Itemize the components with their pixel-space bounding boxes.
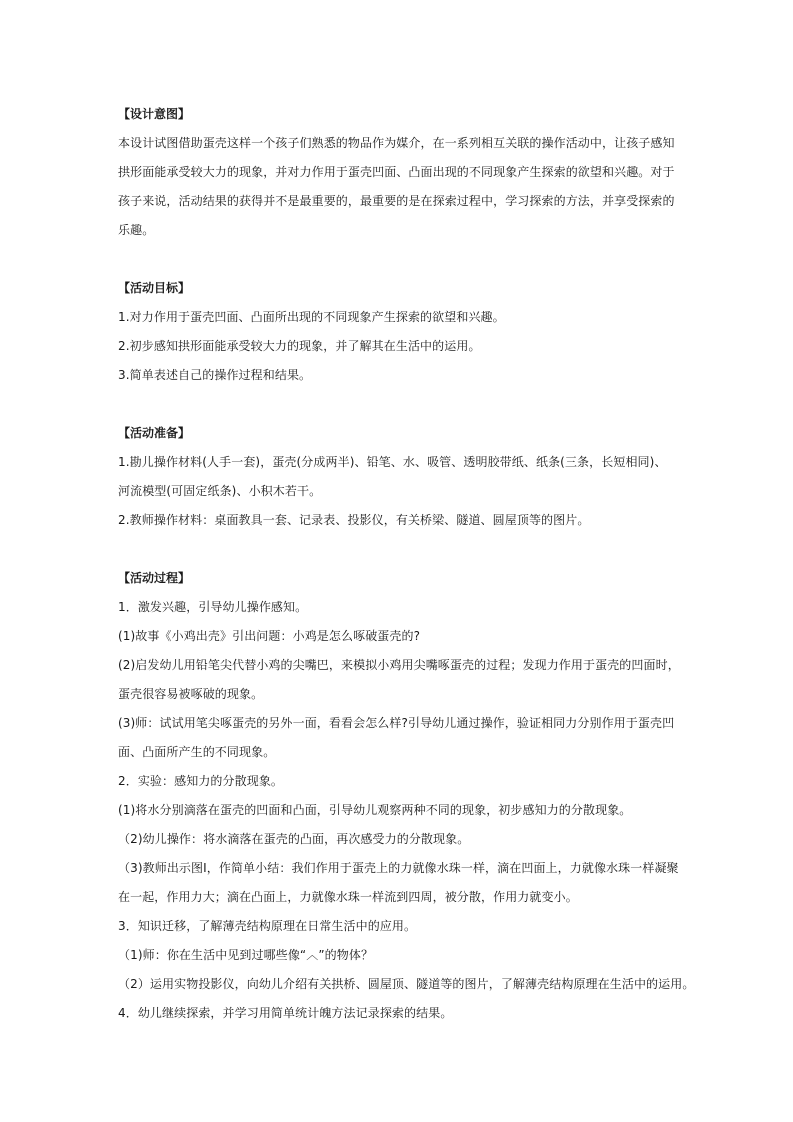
list-item: 1.勘儿操作材料(人手一套)，蛋壳(分成两半)、铅笔、水、吸管、透明胶带纸、纸条(三条，长短相同)、 — [118, 455, 667, 469]
list-item: (3)师：试试用笔尖啄蛋壳的另外一面，看看会怎么样?引导幼儿通过操作，验证相同力分别作用于蛋壳凹 — [118, 716, 675, 730]
section-activity-preparation — [118, 419, 678, 535]
list-item: （2）运用实物投影仪，向幼儿介绍有关拱桥、圆屋顶、隧道等的图片，了解薄壳结构原理在生活中的运用。 — [118, 977, 695, 991]
list-item: 在一起，作用力大；滴在凸面上，力就像水珠一样流到四周，被分散，作用力就变小。 — [118, 890, 578, 904]
section-activity-process — [118, 564, 695, 1028]
section-heading: 【设计意图】 — [118, 107, 191, 121]
paragraph-line: 拱形面能承受较大力的现象，并对力作用于蛋壳凹面、凸面出现的不同现象产生探索的欲望和兴趣。对于 — [118, 165, 675, 179]
section-heading: 【活动过程】 — [118, 571, 191, 585]
paragraph-line: 乐趣。 — [118, 223, 155, 237]
list-item: 1．激发兴趣，引导幼儿操作感知。 — [118, 600, 308, 614]
list-item: （2)幼儿操作：将水滴落在蛋壳的凸面，再次感受力的分散现象。 — [118, 832, 470, 846]
list-item: 4．幼儿继续探索，并学习用简单统计魄方法记录探索的结果。 — [118, 1006, 453, 1020]
paragraph-line: 本设计试图借助蛋壳这样一个孩子们熟悉的物品作为媒介，在一系列相互关联的操作活动中，让孩子感知 — [118, 136, 675, 150]
list-item: 面、凸面所产生的不同现象。 — [118, 745, 276, 759]
list-item: (1)将水分别滴落在蛋壳的凹面和凸面，引导幼儿观察两种不同的现象，初步感知力的分散现象。 — [118, 803, 632, 817]
document-page — [118, 100, 695, 1028]
section-design-intent — [118, 100, 678, 245]
section-heading: 【活动准备】 — [118, 426, 191, 440]
list-item: 蛋壳很容易被啄破的现象。 — [118, 687, 264, 701]
list-item: 3．知识迁移，了解薄壳结构原理在日常生活中的应用。 — [118, 919, 417, 933]
list-item: 2.教师操作材料：桌面教具一套、记录表、投影仪，有关桥梁、隧道、圆屋顶等的图片。 — [118, 513, 590, 527]
list-item: 河流模型(可固定纸条)、小积木若干。 — [118, 484, 322, 498]
list-item: 2.初步感知拱形面能承受较大力的现象，并了解其在生活中的运用。 — [118, 339, 481, 353]
list-item: 2．实验：感知力的分散现象。 — [118, 774, 284, 788]
section-heading: 【活动目标】 — [118, 281, 191, 295]
paragraph-line: 孩子来说，活动结果的获得并不是最重要的，最重要的是在探索过程中，学习探索的方法，并享受探索的 — [118, 194, 675, 208]
section-activity-goals — [118, 274, 678, 390]
list-item: 1.对力作用于蛋壳凹面、凸面所出现的不同现象产生探索的欲望和兴趣。 — [118, 310, 505, 324]
list-item: (1)故事《小鸡出壳》引出问题：小鸡是怎么啄破蛋壳的? — [118, 629, 421, 643]
list-item: 3.简单表述自己的操作过程和结果。 — [118, 368, 312, 382]
list-item: （3)教师出示图Ⅰ，作简单小结：我们作用于蛋壳上的力就像水珠一样，滴在凹面上，力就像水珠一样凝聚 — [118, 861, 679, 875]
list-item: (2)启发幼儿用铅笔尖代替小鸡的尖嘴巴，来模拟小鸡用尖嘴啄蛋壳的过程；发现力作用于蛋壳的凹面时， — [118, 658, 680, 672]
list-item: （1)师：你在生活中见到过哪些像“︿”的物体？ — [118, 948, 374, 962]
